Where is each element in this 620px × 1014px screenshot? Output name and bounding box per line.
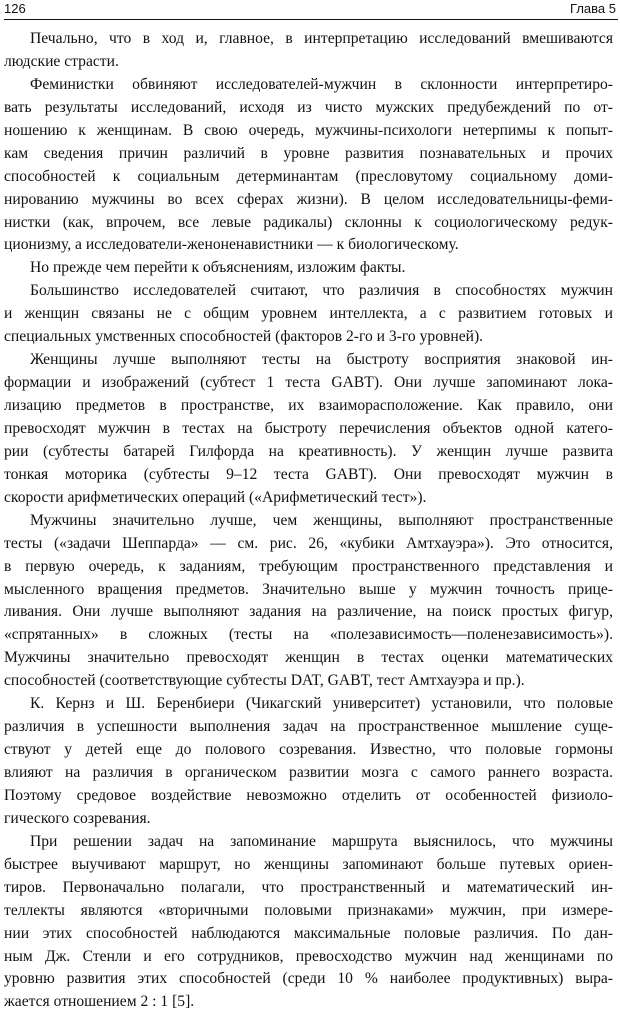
page-number: 126 xyxy=(4,1,26,16)
text-line: Мужчины значительно превосходят женщин в тестах оценки математических xyxy=(4,649,613,667)
text-line: ным Дж. Стенли и его сотрудников, превосходство мужчин над женщинами по xyxy=(4,947,613,965)
paragraph xyxy=(4,349,613,510)
text-line: и женщин связаны не с общим уровнем интеллекта, а с развитием готовых и xyxy=(4,305,613,323)
text-line: вать результаты исследований, исходя из чисто мужских предубеждений по от- xyxy=(4,98,613,116)
running-header xyxy=(4,0,618,20)
text-line: способностей к социальным детерминантам (пресловутому социальному доми- xyxy=(4,167,613,185)
text-line: Мужчины значительно лучше, чем женщины, выполняют пространственные xyxy=(30,511,613,529)
text-line: формации и изображений (субтест 1 теста GABT). Они лучше запоминают лока- xyxy=(4,374,613,392)
text-line: нистки (как, впрочем, все левые радикалы) склонны к социологическому редук- xyxy=(4,213,613,231)
text-line: тиров. Первоначально полагали, что пространственный и математический ин- xyxy=(4,878,613,896)
text-line: тесты («задачи Шеппарда» — см. рис. 26, «кубики Амтхауэра»). Это относится, xyxy=(4,534,613,552)
text-line: Поэтому средовое воздействие невозможно отделить от особенностей физиоло- xyxy=(4,786,613,804)
paragraph xyxy=(4,693,613,831)
text-line: Печально, что в ход и, главное, в интерпретацию исследований вмешиваются xyxy=(30,30,613,47)
chapter-title: Глава 5 xyxy=(570,1,616,16)
text-line: ствуют у детей еще до полового созревания. Известно, что половые гормоны xyxy=(4,741,613,759)
text-line: людские страсти. xyxy=(4,52,119,70)
text-line: лизацию предметов в пространстве, их взаиморасположение. Как правило, они xyxy=(4,397,613,414)
paragraph xyxy=(4,280,613,349)
text-line: тонкая моторика (субтесты 9–12 теста GABT). Они превосходят мужчин в xyxy=(4,465,613,483)
text-line: К. Кернз и Ш. Беренбиери (Чикагский университет) установили, что половые xyxy=(30,695,613,713)
paragraph xyxy=(4,257,613,280)
text-line: быстрее выучивают маршрут, но женщины запоминают больше путевых ориен- xyxy=(4,855,613,873)
text-line: Но прежде чем перейти к объяснениям, изложим факты. xyxy=(30,259,406,277)
text-line: нированию мужчины во всех сферах жизни). В целом исследовательницы-феми- xyxy=(4,190,613,208)
text-line: теллекты являются «вторичными половыми признаками» мужчин, при измере- xyxy=(4,901,613,919)
text-line: гического созревания. xyxy=(4,809,151,827)
text-line: Женщины лучше выполняют тесты на быстроту восприятия знаковой ин- xyxy=(30,351,613,369)
body-text xyxy=(4,28,613,1014)
text-line: уровню развития этих способностей (среди 10 % наиболее продуктивных) выра- xyxy=(4,970,613,988)
text-line: превосходят мужчин в тестах на быстроту перечисления объектов одной катего- xyxy=(4,419,613,437)
text-line: ционизму, а исследователи-женоненавистники — к биологическому. xyxy=(4,236,459,254)
paragraph xyxy=(4,831,613,1014)
text-line: нии этих способностей наблюдаются максимальные половые различия. По дан- xyxy=(4,924,613,942)
text-line: ливания. Они лучше выполняют задания на различение, на поиск простых фигур, xyxy=(4,603,613,621)
text-line: «спрятанных» в сложных (тесты на «полезависимость—поленезависимость»). xyxy=(4,626,613,644)
text-line: различия в успешности выполнения задач на пространственное мышление суще- xyxy=(4,718,613,736)
paragraph xyxy=(4,510,613,694)
text-line: рии (субтесты батарей Гилфорда на креативность). У женщин лучше развита xyxy=(4,442,613,460)
text-line: кам сведения причин различий в уровне развития познавательных и прочих xyxy=(4,144,613,162)
text-line: специальных умственных способностей (факторов 2-го и 3-го уровней). xyxy=(4,328,484,346)
text-line: Большинство исследователей считают, что различия в способностях мужчин xyxy=(30,282,613,300)
text-line: скорости арифметических операций («Арифметический тест»). xyxy=(4,488,427,506)
text-line: жается отношением 2 : 1 [5]. xyxy=(4,993,195,1011)
paragraph xyxy=(4,28,613,74)
text-line: При решении задач на запоминание маршрута выяснилось, что мужчины xyxy=(30,832,613,850)
text-line: ношению к женщинам. В свою очередь, мужчины-психологи нетерпимы к попыт- xyxy=(4,121,613,139)
text-line: в первую очередь, к заданиям, требующим пространственного представления и xyxy=(4,557,613,575)
text-line: мысленного вращения предметов. Значительно выше у мужчин точность прице- xyxy=(4,580,613,598)
text-line: Феминистки обвиняют исследователей-мужчин в склонности интерпретиро- xyxy=(30,75,613,93)
text-line: способностей (соответствующие субтесты DAT, GABT, тест Амтхауэра и пр.). xyxy=(4,672,525,690)
paragraph xyxy=(4,74,613,258)
text-line: влияют на различия в органическом развитии мозга с самого раннего возраста. xyxy=(4,764,613,781)
